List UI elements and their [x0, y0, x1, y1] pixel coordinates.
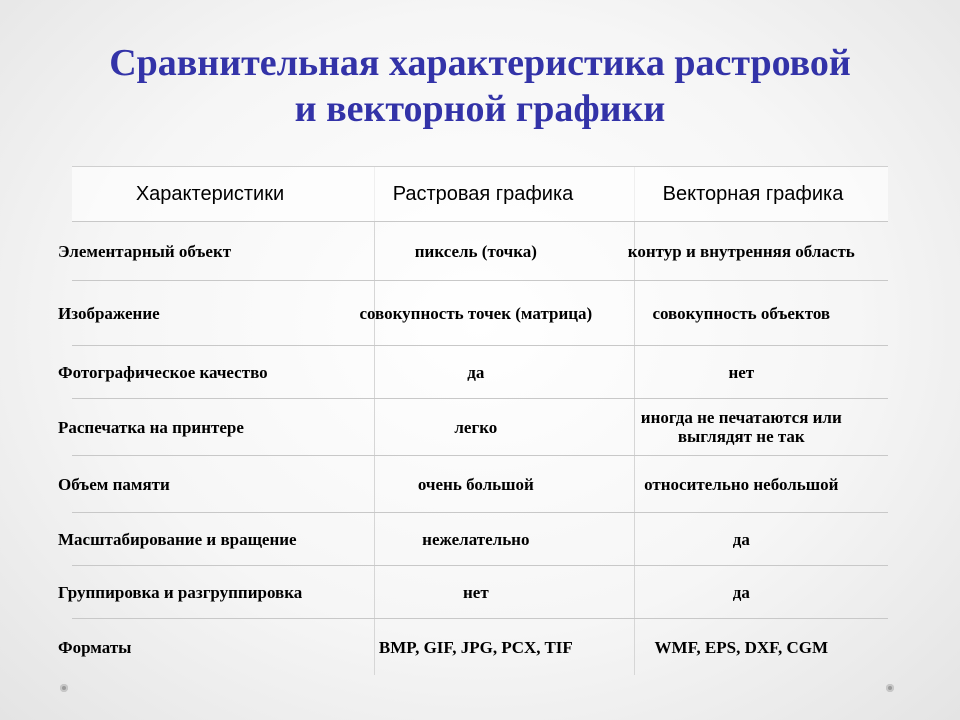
- vector-cell: да: [732, 582, 750, 602]
- raster-cell: да: [467, 362, 485, 382]
- header-characteristics: Характеристики: [135, 182, 285, 205]
- row-label: Фотографическое качество: [58, 362, 268, 382]
- vector-cell: относительно небольшой: [644, 474, 839, 494]
- raster-cell: очень большой: [417, 474, 534, 494]
- vector-cell: WMF, EPS, DXF, CGM: [654, 637, 829, 657]
- slide-title-line2: и векторной графики: [294, 88, 666, 130]
- row-label: Объем памяти: [58, 474, 170, 494]
- row-label: Изображение: [58, 303, 160, 323]
- raster-cell: нет: [462, 582, 489, 602]
- table-row: [58, 399, 888, 456]
- vector-cell: совокупность объектов: [652, 303, 831, 323]
- table-header-row: [72, 166, 888, 222]
- vector-cell: нет: [728, 362, 755, 382]
- table-row: [58, 619, 888, 675]
- table-row: [58, 222, 888, 281]
- slide-title-line1: Сравнительная характеристика растровой: [109, 42, 851, 84]
- raster-cell: совокупность точек (матрица): [359, 303, 593, 323]
- decorative-dot-left: [60, 684, 68, 692]
- row-label: Элементарный объект: [58, 241, 232, 261]
- raster-cell: пиксель (точка): [414, 241, 537, 261]
- decorative-dot-right: [886, 684, 894, 692]
- slide-title: [0, 40, 960, 132]
- row-label: Распечатка на принтере: [58, 417, 244, 437]
- row-label: Форматы: [58, 637, 132, 657]
- vector-cell: контур и внутренняя область: [627, 241, 855, 261]
- table-row: [58, 346, 888, 399]
- vector-cell: да: [732, 529, 750, 549]
- table-row: [58, 281, 888, 346]
- row-label: Группировка и разгруппировка: [58, 582, 303, 602]
- row-label: Масштабирование и вращение: [58, 529, 297, 549]
- raster-cell: нежелательно: [422, 529, 530, 549]
- table-row: [58, 456, 888, 513]
- vector-cell: иногда не печатаются или выглядят не так: [640, 408, 842, 446]
- raster-cell: легко: [454, 417, 498, 437]
- table-row: [58, 566, 888, 619]
- header-vector: Векторная графика: [662, 182, 844, 205]
- raster-cell: BMP, GIF, JPG, PCX, TIF: [378, 637, 573, 657]
- header-raster: Растровая графика: [392, 182, 574, 205]
- table-row: [58, 513, 888, 566]
- comparison-table: [58, 166, 888, 675]
